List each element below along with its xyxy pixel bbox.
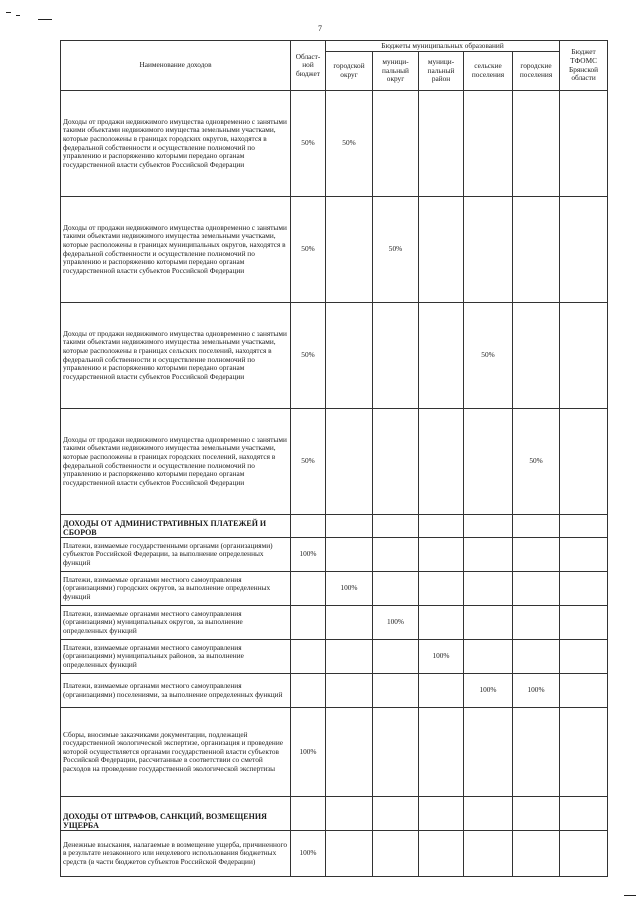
scan-mark [16, 15, 20, 16]
share-cell-regional: 100% [291, 538, 326, 572]
header-regional-budget: Област-ной бюджет [291, 41, 326, 91]
share-cell-regional [291, 797, 326, 831]
share-cell-rural-settlements: 100% [464, 674, 513, 708]
share-cell-regional: 50% [291, 303, 326, 409]
table-row [61, 538, 608, 572]
income-name-cell: ДОХОДЫ ОТ АДМИНИСТРАТИВНЫХ ПЛАТЕЖЕЙ И СБОРОВ [61, 515, 291, 538]
share-cell-city-district [326, 606, 373, 640]
share-cell-regional: 50% [291, 91, 326, 197]
share-cell-municipal-district [373, 91, 419, 197]
share-cell-regional: 50% [291, 197, 326, 303]
share-cell-municipal-district [373, 674, 419, 708]
share-cell-municipal-area [419, 797, 464, 831]
header-urban-settlements: городские поселения [513, 52, 560, 91]
share-cell-urban-settlements [513, 538, 560, 572]
income-name-cell: Платежи, взимаемые государственными органами (организациями) субъектов Российской Федерации, за выполнение определенных функций [61, 538, 291, 572]
share-cell-urban-settlements [513, 197, 560, 303]
share-cell-city-district [326, 640, 373, 674]
share-cell-municipal-area [419, 91, 464, 197]
share-cell-rural-settlements [464, 538, 513, 572]
share-cell-municipal-district: 100% [373, 606, 419, 640]
share-cell-city-district [326, 674, 373, 708]
share-cell-urban-settlements [513, 303, 560, 409]
share-cell-urban-settlements [513, 831, 560, 877]
share-cell-municipal-area [419, 572, 464, 606]
share-cell-urban-settlements [513, 606, 560, 640]
share-cell-municipal-district [373, 303, 419, 409]
share-cell-regional: 50% [291, 409, 326, 515]
share-cell-municipal-district [373, 538, 419, 572]
share-cell-regional: 100% [291, 831, 326, 877]
share-cell-tfoms [560, 606, 608, 640]
income-name-cell: ДОХОДЫ ОТ ШТРАФОВ, САНКЦИЙ, ВОЗМЕЩЕНИЯ УЩЕРБА [61, 797, 291, 831]
share-cell-regional [291, 572, 326, 606]
share-cell-city-district [326, 515, 373, 538]
income-name-cell: Доходы от продажи недвижимого имущества одновременно с занятыми такими объектами недвижимого имущества земельными участками, которые расположены в границах городских округов, находятся в федеральной собственности и осуществление полномочий по управлению и распоряжению которыми передано органам государственной власти субъектов Российской Федерации [61, 91, 291, 197]
table-row [61, 831, 608, 877]
income-name-cell: Платежи, взимаемые органами местного самоуправления (организациями) муниципальных районов, за выполнение определенных функций [61, 640, 291, 674]
header-municipal-district: муници-пальный округ [373, 52, 419, 91]
section-header-row [61, 515, 608, 538]
share-cell-regional [291, 640, 326, 674]
share-cell-rural-settlements [464, 797, 513, 831]
scan-mark [6, 12, 11, 13]
share-cell-municipal-area: 100% [419, 640, 464, 674]
scan-mark [38, 19, 52, 20]
scan-mark [624, 895, 636, 896]
share-cell-rural-settlements [464, 515, 513, 538]
income-name-cell: Сборы, вносимые заказчиками документации, подлежащей государственной экологической экспертизе, организация и проведение которой осуществляется органами государственной власти субъектов Российской Федерации, рассчитанные в соответствии со сметой расходов на проведение государственной экологической экспертизы [61, 708, 291, 797]
share-cell-tfoms [560, 91, 608, 197]
share-cell-tfoms [560, 197, 608, 303]
share-cell-urban-settlements [513, 515, 560, 538]
share-cell-tfoms [560, 640, 608, 674]
share-cell-tfoms [560, 538, 608, 572]
share-cell-rural-settlements: 50% [464, 303, 513, 409]
income-name-cell: Денежные взыскания, налагаемые в возмещение ущерба, причиненного в результате незаконного или нецелевого использования бюджетных средств (в части бюджетов субъектов Российской Федерации) [61, 831, 291, 877]
share-cell-rural-settlements [464, 197, 513, 303]
share-cell-municipal-area [419, 708, 464, 797]
table-row [61, 409, 608, 515]
table-row [61, 708, 608, 797]
share-cell-tfoms [560, 303, 608, 409]
share-cell-tfoms [560, 515, 608, 538]
income-name-cell: Доходы от продажи недвижимого имущества одновременно с занятыми такими объектами недвижимого имущества земельными участками, которые расположены в границах сельских поселений, находятся в федеральной собственности и осуществление полномочий по управлению и распоряжению которыми передано органам государственной власти субъектов Российской Федерации [61, 303, 291, 409]
share-cell-municipal-district [373, 831, 419, 877]
share-cell-municipal-district [373, 572, 419, 606]
income-name-cell: Доходы от продажи недвижимого имущества одновременно с занятыми такими объектами недвижимого имущества земельными участками, которые расположены в границах муниципальных округов, находятся в федеральной собственности и осуществление полномочий по управлению и распоряжению которыми передано органам государственной власти субъектов Российской Федерации [61, 197, 291, 303]
share-cell-urban-settlements: 100% [513, 674, 560, 708]
share-cell-municipal-area [419, 197, 464, 303]
share-cell-regional [291, 515, 326, 538]
share-cell-rural-settlements [464, 606, 513, 640]
share-cell-municipal-area [419, 538, 464, 572]
table-row [61, 640, 608, 674]
section-header-row [61, 797, 608, 831]
share-cell-city-district: 50% [326, 91, 373, 197]
table-row [61, 606, 608, 640]
share-cell-municipal-area [419, 606, 464, 640]
share-cell-tfoms [560, 797, 608, 831]
share-cell-urban-settlements [513, 572, 560, 606]
share-cell-urban-settlements [513, 708, 560, 797]
share-cell-city-district [326, 797, 373, 831]
share-cell-municipal-area [419, 515, 464, 538]
share-cell-regional [291, 606, 326, 640]
header-city-district: городской округ [326, 52, 373, 91]
table-row [61, 197, 608, 303]
share-cell-tfoms [560, 572, 608, 606]
share-cell-municipal-area [419, 303, 464, 409]
share-cell-city-district [326, 708, 373, 797]
budget-distribution-table [60, 40, 608, 877]
share-cell-city-district [326, 409, 373, 515]
share-cell-city-district [326, 538, 373, 572]
share-cell-tfoms [560, 708, 608, 797]
share-cell-municipal-area [419, 409, 464, 515]
page-number: 7 [318, 24, 322, 33]
share-cell-urban-settlements [513, 91, 560, 197]
header-municipal-budgets: Бюджеты муниципальных образований [326, 41, 560, 52]
share-cell-tfoms [560, 831, 608, 877]
share-cell-rural-settlements [464, 91, 513, 197]
share-cell-city-district [326, 303, 373, 409]
share-cell-city-district [326, 831, 373, 877]
income-name-cell: Доходы от продажи недвижимого имущества одновременно с занятыми такими объектами недвижимого имущества земельными участками, которые расположены в границах городских поселений, находятся в федеральной собственности и осуществление полномочий по управлению и распоряжению которыми передано органам государственной власти субъектов Российской Федерации [61, 409, 291, 515]
header-tfoms-budget: Бюджет ТФОМС Брянской области [560, 41, 608, 91]
share-cell-regional: 100% [291, 708, 326, 797]
share-cell-municipal-district [373, 409, 419, 515]
share-cell-municipal-district [373, 515, 419, 538]
share-cell-city-district [326, 197, 373, 303]
income-name-cell: Платежи, взимаемые органами местного самоуправления (организациями) поселениями, за выполнение определенных функций [61, 674, 291, 708]
share-cell-municipal-area [419, 674, 464, 708]
share-cell-urban-settlements [513, 797, 560, 831]
share-cell-municipal-district [373, 640, 419, 674]
income-name-cell: Платежи, взимаемые органами местного самоуправления (организациями) городских округов, за выполнение определенных функций [61, 572, 291, 606]
header-rural-settlements: сельские поселения [464, 52, 513, 91]
share-cell-tfoms [560, 674, 608, 708]
share-cell-urban-settlements [513, 640, 560, 674]
share-cell-tfoms [560, 409, 608, 515]
share-cell-regional [291, 674, 326, 708]
share-cell-municipal-district [373, 797, 419, 831]
share-cell-rural-settlements [464, 708, 513, 797]
share-cell-rural-settlements [464, 831, 513, 877]
share-cell-rural-settlements [464, 409, 513, 515]
income-name-cell: Платежи, взимаемые органами местного самоуправления (организациями) муниципальных округов, за выполнение определенных функций [61, 606, 291, 640]
share-cell-rural-settlements [464, 572, 513, 606]
header-municipal-area: муници-пальный район [419, 52, 464, 91]
table-row [61, 572, 608, 606]
share-cell-municipal-district: 50% [373, 197, 419, 303]
table-row [61, 303, 608, 409]
share-cell-urban-settlements: 50% [513, 409, 560, 515]
share-cell-municipal-district [373, 708, 419, 797]
share-cell-municipal-area [419, 831, 464, 877]
share-cell-rural-settlements [464, 640, 513, 674]
share-cell-city-district: 100% [326, 572, 373, 606]
header-income-name: Наименование доходов [61, 41, 291, 91]
table-row [61, 91, 608, 197]
table-row [61, 674, 608, 708]
